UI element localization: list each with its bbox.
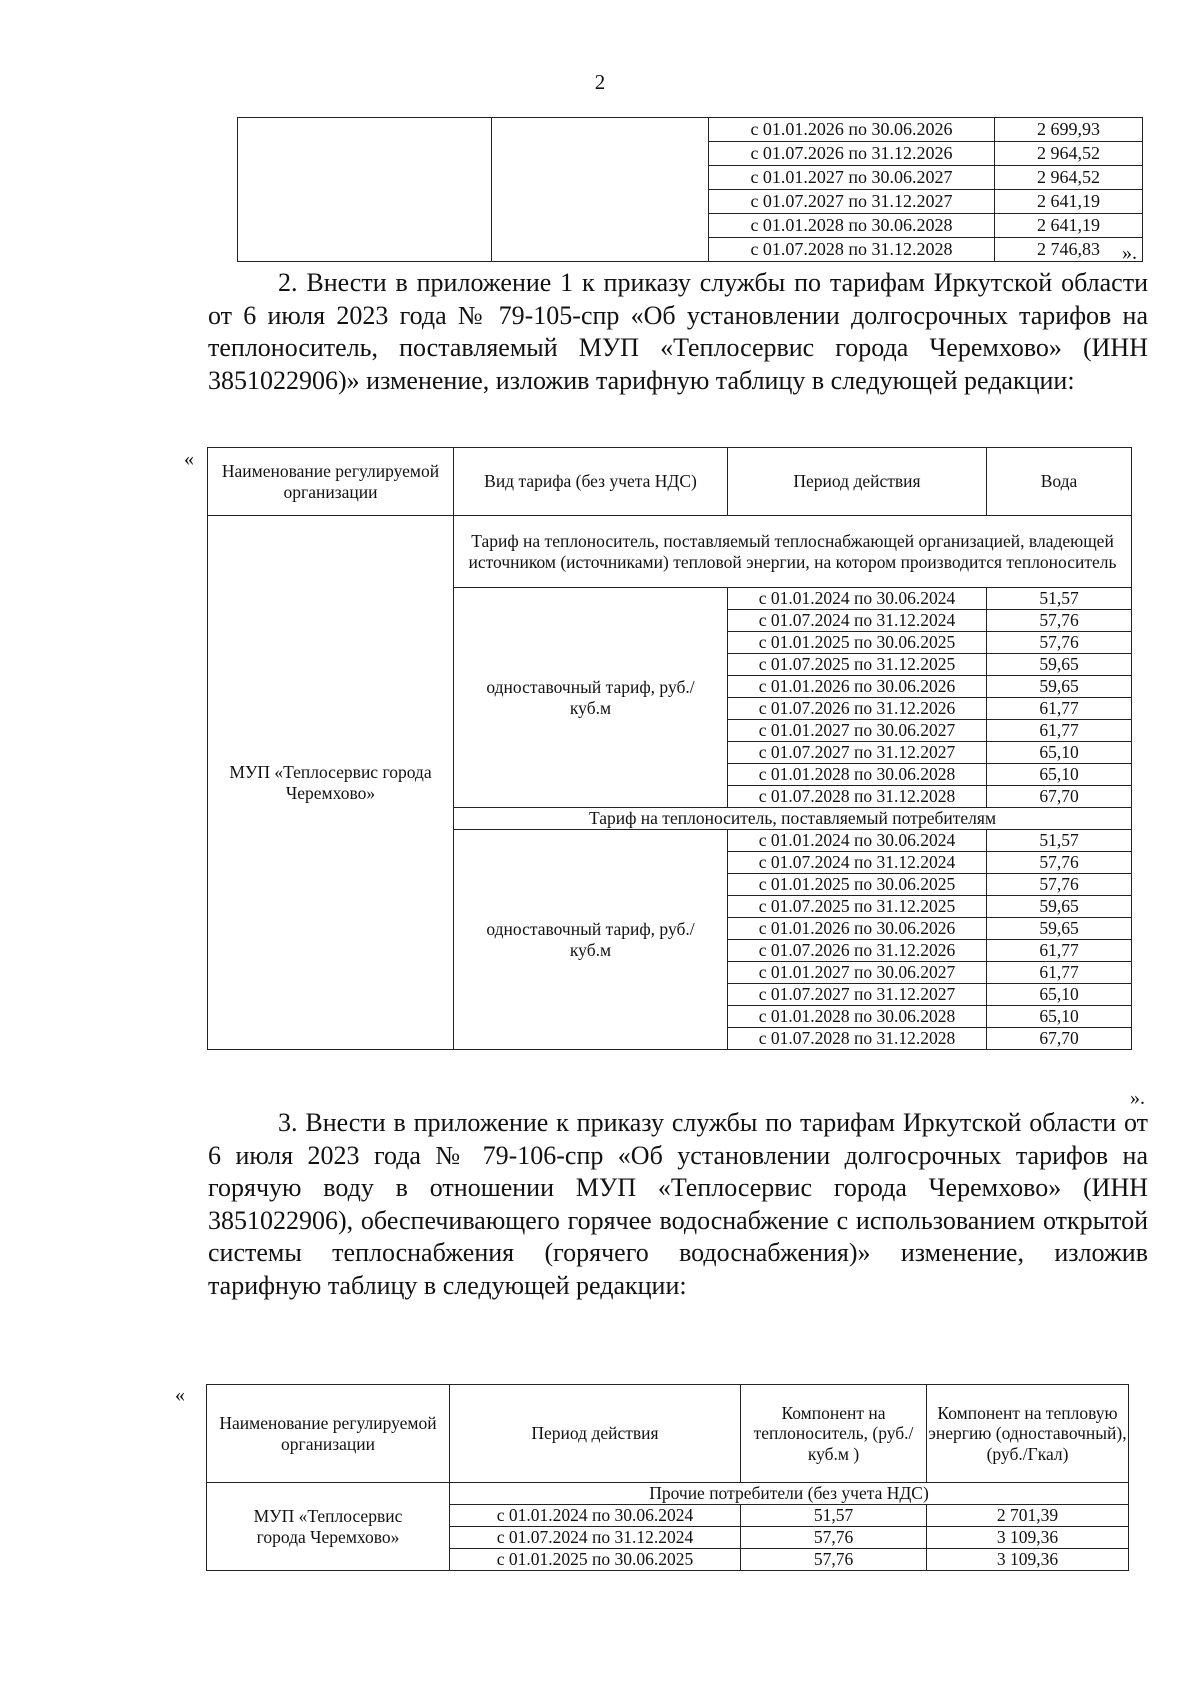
- table-hot-water: [206, 1384, 1129, 1571]
- table-row: [238, 118, 1143, 142]
- page-number: 2: [594, 70, 606, 94]
- table2-close-quote: ».: [1130, 1087, 1145, 1109]
- section-title: Тариф на теплоноситель, поставляемый потребителям: [454, 808, 1132, 830]
- header-energy-component: Компонент на тепловую энергию (одноставочный), (руб./Гкал): [927, 1385, 1129, 1483]
- header-carrier-component: Компонент на теплоноситель, (руб./куб.м ): [741, 1385, 927, 1483]
- section-row: [208, 516, 1132, 588]
- value-cell: 65,10: [987, 984, 1132, 1006]
- period-cell: с 01.07.2027 по 31.12.2027: [728, 742, 987, 764]
- header-organization: Наименование регулируемой организации: [207, 1385, 450, 1483]
- value-cell: 2 746,83: [995, 238, 1143, 262]
- value-cell: 61,77: [987, 720, 1132, 742]
- section-row: [207, 1483, 1129, 1505]
- organization-cell: МУП «Теплосервис города Черемхово»: [207, 1483, 450, 1571]
- energy-value-cell: 2 701,39: [927, 1505, 1129, 1527]
- value-cell: 59,65: [987, 896, 1132, 918]
- period-cell: с 01.07.2024 по 31.12.2024: [728, 852, 987, 874]
- period-cell: с 01.07.2027 по 31.12.2027: [728, 984, 987, 1006]
- value-cell: 65,10: [987, 764, 1132, 786]
- period-cell: с 01.07.2028 по 31.12.2028: [728, 786, 987, 808]
- value-cell: 59,65: [987, 654, 1132, 676]
- period-cell: с 01.01.2026 по 30.06.2026: [728, 918, 987, 940]
- period-cell: с 01.07.2028 по 31.12.2028: [728, 1028, 987, 1050]
- period-cell: с 01.07.2026 по 31.12.2026: [728, 698, 987, 720]
- period-cell: с 01.01.2027 по 30.06.2027: [728, 720, 987, 742]
- period-cell: с 01.01.2027 по 30.06.2027: [709, 166, 995, 190]
- value-cell: 2 699,93: [995, 118, 1143, 142]
- tariff-type-cell: одноставочный тариф, руб./куб.м: [454, 830, 728, 1050]
- empty-cell: [492, 118, 709, 262]
- value-cell: 59,65: [987, 676, 1132, 698]
- value-cell: 2 964,52: [995, 142, 1143, 166]
- paragraph-2: 2. Внести в приложение 1 к приказу службы по тарифам Иркутской области от 6 июля 2023 года № 79-105-спр «Об установлении долгосрочных тарифов на теплоноситель, поставляемый МУП «Теплосервис города Черемхово» (ИНН 3851022906)» изменение, изложив тарифную таблицу в следующей редакции:: [208, 268, 1148, 395]
- carrier-value-cell: 57,76: [741, 1549, 927, 1571]
- period-cell: с 01.01.2027 по 30.06.2027: [728, 962, 987, 984]
- header-period: Период действия: [728, 448, 987, 516]
- table2-open-quote: «: [184, 448, 194, 470]
- energy-value-cell: 3 109,36: [927, 1527, 1129, 1549]
- header-tariff-type: Вид тарифа (без учета НДС): [454, 448, 728, 516]
- value-cell: 57,76: [987, 632, 1132, 654]
- period-cell: с 01.07.2025 по 31.12.2025: [728, 654, 987, 676]
- table-heat-carrier: [207, 447, 1132, 1050]
- period-cell: с 01.07.2026 по 31.12.2026: [728, 940, 987, 962]
- value-cell: 61,77: [987, 962, 1132, 984]
- period-cell: с 01.01.2025 по 30.06.2025: [450, 1549, 741, 1571]
- period-cell: с 01.01.2025 по 30.06.2025: [728, 874, 987, 896]
- period-cell: с 01.01.2028 по 30.06.2028: [728, 764, 987, 786]
- carrier-value-cell: 51,57: [741, 1505, 927, 1527]
- energy-value-cell: 3 109,36: [927, 1549, 1129, 1571]
- period-cell: с 01.01.2026 по 30.06.2026: [709, 118, 995, 142]
- section-title: Прочие потребители (без учета НДС): [450, 1483, 1129, 1505]
- period-cell: с 01.07.2024 по 31.12.2024: [450, 1527, 741, 1549]
- period-cell: с 01.01.2024 по 30.06.2024: [450, 1505, 741, 1527]
- value-cell: 59,65: [987, 918, 1132, 940]
- period-cell: с 01.01.2025 по 30.06.2025: [728, 632, 987, 654]
- carrier-value-cell: 57,76: [741, 1527, 927, 1549]
- header-water: Вода: [987, 448, 1132, 516]
- period-cell: с 01.01.2024 по 30.06.2024: [728, 588, 987, 610]
- paragraph-3: 3. Внести в приложение к приказу службы по тарифам Иркутской области от 6 июля 2023 года № 79-106-спр «Об установлении долгосрочных тарифов на горячую воду в отношении МУП «Теплосервис города Черемхово» (ИНН 3851022906), обеспечивающего горячее водоснабжение с использованием открытой системы теплоснабжения (горячего водоснабжения)» изменение, изложив тарифную таблицу в следующей редакции:: [208, 1108, 1148, 1300]
- period-cell: с 01.01.2028 по 30.06.2028: [728, 1006, 987, 1028]
- period-cell: с 01.07.2024 по 31.12.2024: [728, 610, 987, 632]
- value-cell: 51,57: [987, 830, 1132, 852]
- period-cell: с 01.01.2028 по 30.06.2028: [709, 214, 995, 238]
- value-cell: 2 641,19: [995, 214, 1143, 238]
- period-cell: с 01.07.2026 по 31.12.2026: [709, 142, 995, 166]
- period-cell: с 01.01.2024 по 30.06.2024: [728, 830, 987, 852]
- value-cell: 61,77: [987, 940, 1132, 962]
- value-cell: 61,77: [987, 698, 1132, 720]
- table-continuation: [237, 117, 1143, 262]
- value-cell: 51,57: [987, 588, 1132, 610]
- value-cell: 2 964,52: [995, 166, 1143, 190]
- value-cell: 57,76: [987, 610, 1132, 632]
- value-cell: 2 641,19: [995, 190, 1143, 214]
- tariff-type-cell: одноставочный тариф, руб./куб.м: [454, 588, 728, 808]
- period-cell: с 01.07.2027 по 31.12.2027: [709, 190, 995, 214]
- header-organization: Наименование регулируемой организации: [208, 448, 454, 516]
- header-period: Период действия: [450, 1385, 741, 1483]
- value-cell: 57,76: [987, 874, 1132, 896]
- period-cell: с 01.07.2028 по 31.12.2028: [709, 238, 995, 262]
- value-cell: 67,70: [987, 786, 1132, 808]
- value-cell: 65,10: [987, 742, 1132, 764]
- period-cell: с 01.01.2026 по 30.06.2026: [728, 676, 987, 698]
- value-cell: 67,70: [987, 1028, 1132, 1050]
- empty-cell: [238, 118, 492, 262]
- section-title: Тариф на теплоноситель, поставляемый теплоснабжающей организацией, владеющей источником (источниками) тепловой энергии, на котором производится теплоноситель: [454, 516, 1132, 588]
- organization-cell: МУП «Теплосервис города Черемхово»: [208, 516, 454, 1050]
- period-cell: с 01.07.2025 по 31.12.2025: [728, 896, 987, 918]
- value-cell: 65,10: [987, 1006, 1132, 1028]
- value-cell: 57,76: [987, 852, 1132, 874]
- table3-open-quote: «: [175, 1384, 185, 1406]
- table1-close-quote: ».: [1122, 242, 1137, 264]
